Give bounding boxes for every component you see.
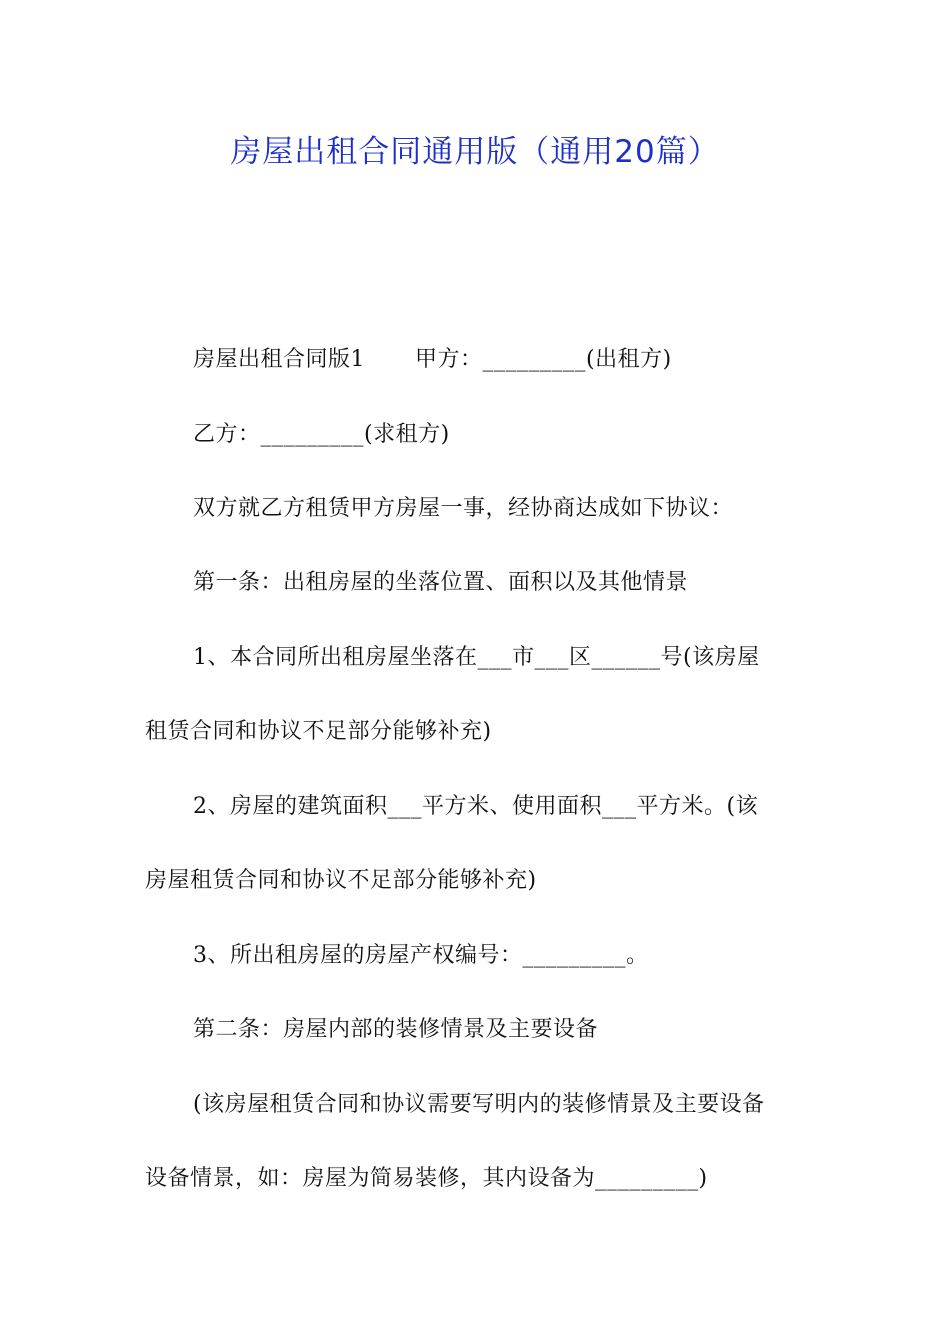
paragraph-contract-version-and-party-a xyxy=(193,345,672,375)
article-1-item-2: 2、房屋的建筑面积___平方米、使用面积___平方米。(该 xyxy=(193,794,759,819)
party-b-line: 乙方：_________(求租方) xyxy=(193,422,450,447)
article-2-note: (该房屋租赁合同和协议需要写明内的装修情景及主要设备 xyxy=(193,1092,765,1117)
article-1-item-1: 1、本合同所出租房屋坐落在___市___区______号(该房屋 xyxy=(193,645,760,670)
article-1-item-2-continued: 房屋租赁合同和协议不足部分能够补充) xyxy=(145,868,537,893)
agreement-intro: 双方就乙方租赁甲方房屋一事，经协商达成如下协议： xyxy=(193,496,734,521)
article-2-note-continued: 设备情景，如：房屋为简易装修，其内设备为_________) xyxy=(145,1166,708,1191)
article-2-heading: 第二条：房屋内部的装修情景及主要设备 xyxy=(193,1017,599,1042)
contract-version-label: 房屋出租合同版1 xyxy=(193,347,365,372)
document-title: 房屋出租合同通用版（通用20篇） xyxy=(230,134,720,170)
party-a-line: 甲方：_________(出租方) xyxy=(415,347,672,372)
article-1-item-3: 3、所出租房屋的房屋产权编号：_________。 xyxy=(193,943,649,968)
article-1-item-1-continued: 租赁合同和协议不足部分能够补充) xyxy=(145,719,492,744)
article-1-heading: 第一条：出租房屋的坐落位置、面积以及其他情景 xyxy=(193,570,689,595)
